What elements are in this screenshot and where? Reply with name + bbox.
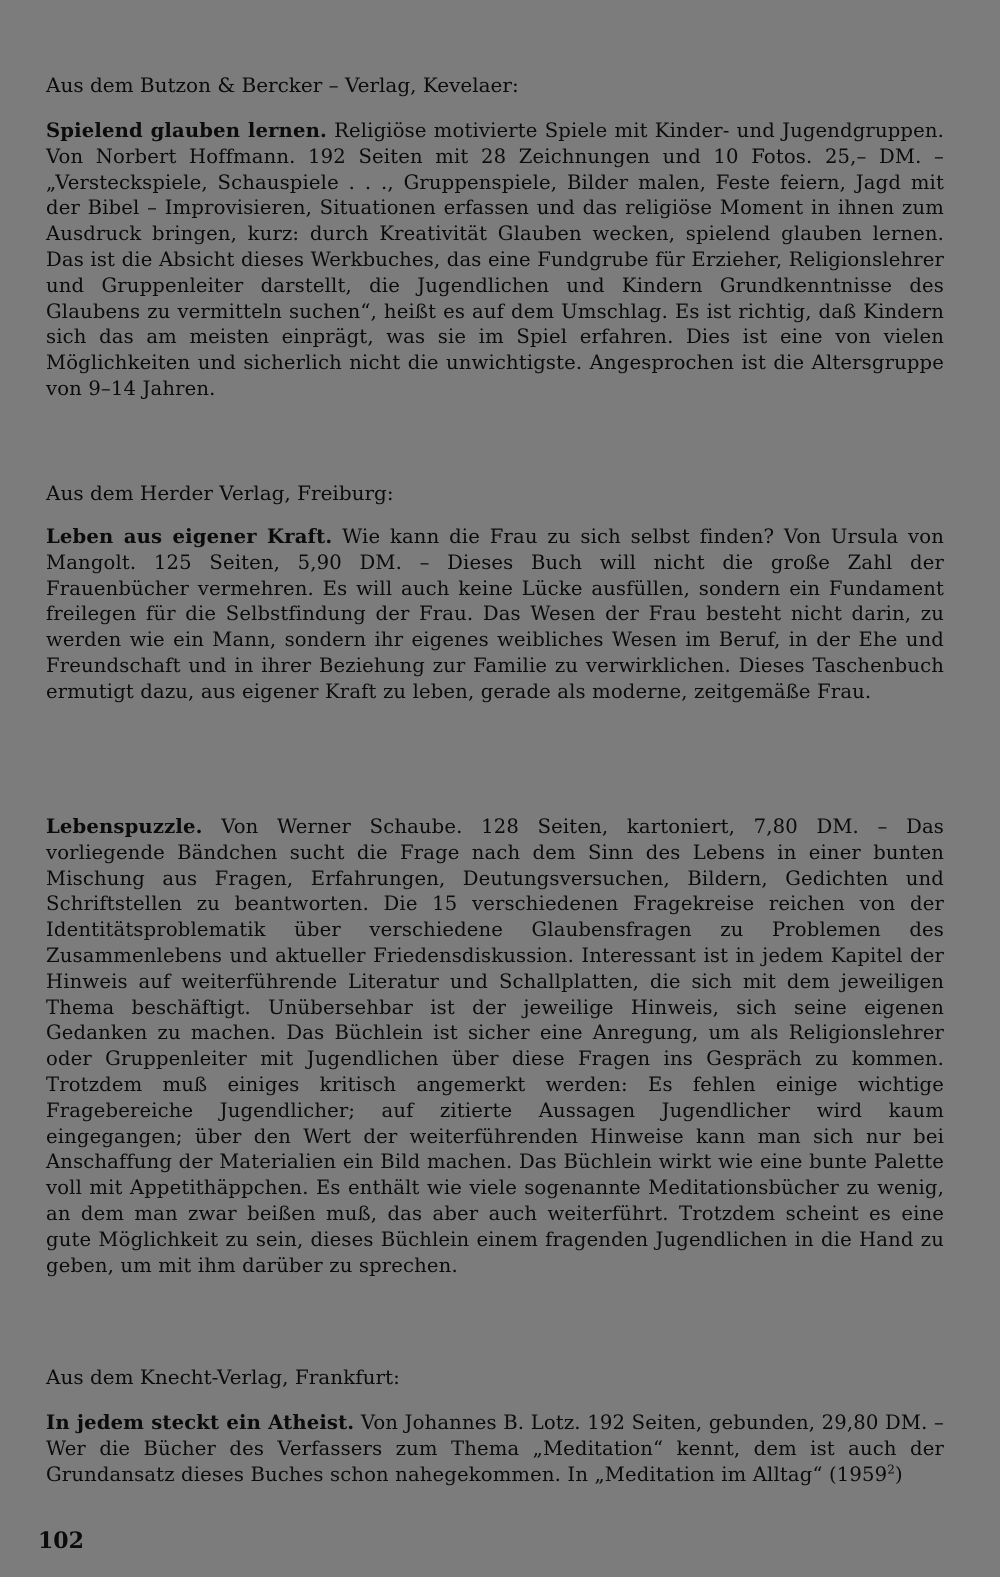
book-title: Spielend glauben lernen. <box>46 119 327 142</box>
review-text: Von Werner Schaube. 128 Seiten, kartoniert, 7,80 DM. – Das vorliegende Bändchen sucht die Frage nach dem Sinn des Lebens in einer bunten Mischung aus Fragen, Erfahrungen, Deutungsversuchen, Bildern, Gedichten und Schriftstellen zu beantworten. Die 15 verschiedenen Fragekreise reichen von der Identitätsproblematik über verschiedene Glaubensfragen zu Problemen des Zusammenlebens und aktueller Friedensdiskussion. Interessant ist in jedem Kapitel der Hinweis auf weiterführende Literatur und Schallplatten, die sich mit dem jeweiligen Thema beschäftigt. Unübersehbar ist der jeweilige Hinweis, sich seine eigenen Gedanken zu machen. Das Büchlein ist sicher eine Anregung, um als Religionslehrer oder Gruppenleiter mit Jugendlichen über diese Fragen ins Gespräch zu kommen. Trotzdem muß einiges kritisch angemerkt werden: Es fehlen einige wichtige Fragebereiche Jugendlicher; auf zitierte Aussagen Jugendlicher wird kaum eingegangen; über den Wert der weiterführenden Hinweise kann man sich nur bei Anschaffung der Materialien ein Bild machen. Das Büchlein wirkt wie eine bunte Palette voll mit Appetithäppchen. Es enthält wie viele sogenannte Meditationsbücher zu wenig, an dem man zwar beißen muß, das aber auch weiterführt. Trotzdem scheint es eine gute Möglichkeit zu sein, dieses Büchlein einem fragenden Jugendlichen in die Hand zu geben, um mit ihm darüber zu sprechen. <box>46 815 944 1277</box>
book-title: Lebenspuzzle. <box>46 815 203 838</box>
publisher-heading-knecht: Aus dem Knecht-Verlag, Frankfurt: <box>46 1365 400 1389</box>
page-number: 102 <box>38 1528 84 1554</box>
review-text: Von Johannes B. Lotz. 192 Seiten, gebunden, 29,80 DM. – Wer die Bücher des Verfassers zum Thema „Meditation“ kennt, dem ist auch der Grundansatz dieses Buches schon nahegekommen. In „Meditation im Alltag“ (1959 <box>46 1411 945 1486</box>
edition-superscript: 2 <box>887 1462 896 1477</box>
review-lebenspuzzle <box>46 814 944 1278</box>
review-in-jedem-steckt-ein-atheist <box>46 1410 944 1487</box>
review-text-tail: ) <box>895 1462 903 1486</box>
review-spielend-glauben <box>46 118 944 402</box>
review-text: Religiöse motivierte Spiele mit Kinder- und Jugendgruppen. Von Norbert Hoffmann. 192 Seiten mit 28 Zeichnungen und 10 Fotos. 25,– DM. – „Versteckspiele, Schauspiele . . ., Gruppenspiele, Bilder malen, Feste feiern, Jagd mit der Bibel – Improvisieren, Situationen erfassen und das religiöse Moment in ihnen zum Ausdruck bringen, kurz: durch Kreativität Glauben wecken, spielend glauben lernen. Das ist die Absicht dieses Werkbuches, das eine Fundgrube für Erzieher, Religionslehrer und Gruppenleiter darstellt, die Jugendlichen und Kindern Grundkenntnisse des Glaubens zu vermitteln suchen“, heißt es auf dem Umschlag. Es ist richtig, daß Kindern sich das am meisten einprägt, was sie im Spiel erfahren. Dies ist eine von vielen Möglichkeiten und sicherlich nicht die unwichtigste. Angesprochen ist die Altersgruppe von 9–14 Jahren. <box>46 119 944 400</box>
publisher-heading-herder: Aus dem Herder Verlag, Freiburg: <box>46 481 394 505</box>
publisher-heading-butzon: Aus dem Butzon & Bercker – Verlag, Kevelaer: <box>46 73 519 97</box>
review-text: Wie kann die Frau zu sich selbst finden? Von Ursula von Mangolt. 125 Seiten, 5,90 DM. – Dieses Buch will nicht die große Zahl der Frauenbücher vermehren. Es will auch keine Lücke ausfüllen, sondern ein Fundament freilegen für die Selbstfindung der Frau. Das Wesen der Frau besteht nicht darin, zu werden wie ein Mann, sondern ihr eigenes weibliches Wesen im Beruf, in der Ehe und Freundschaft und in ihrer Beziehung zur Familie zu verwirklichen. Dieses Taschenbuch ermutigt dazu, aus eigener Kraft zu leben, gerade als moderne, zeitgemäße Frau. <box>46 525 944 703</box>
review-leben-aus-eigener-kraft <box>46 524 944 705</box>
book-title: In jedem steckt ein Atheist. <box>46 1411 355 1434</box>
book-title: Leben aus eigener Kraft. <box>46 525 333 548</box>
